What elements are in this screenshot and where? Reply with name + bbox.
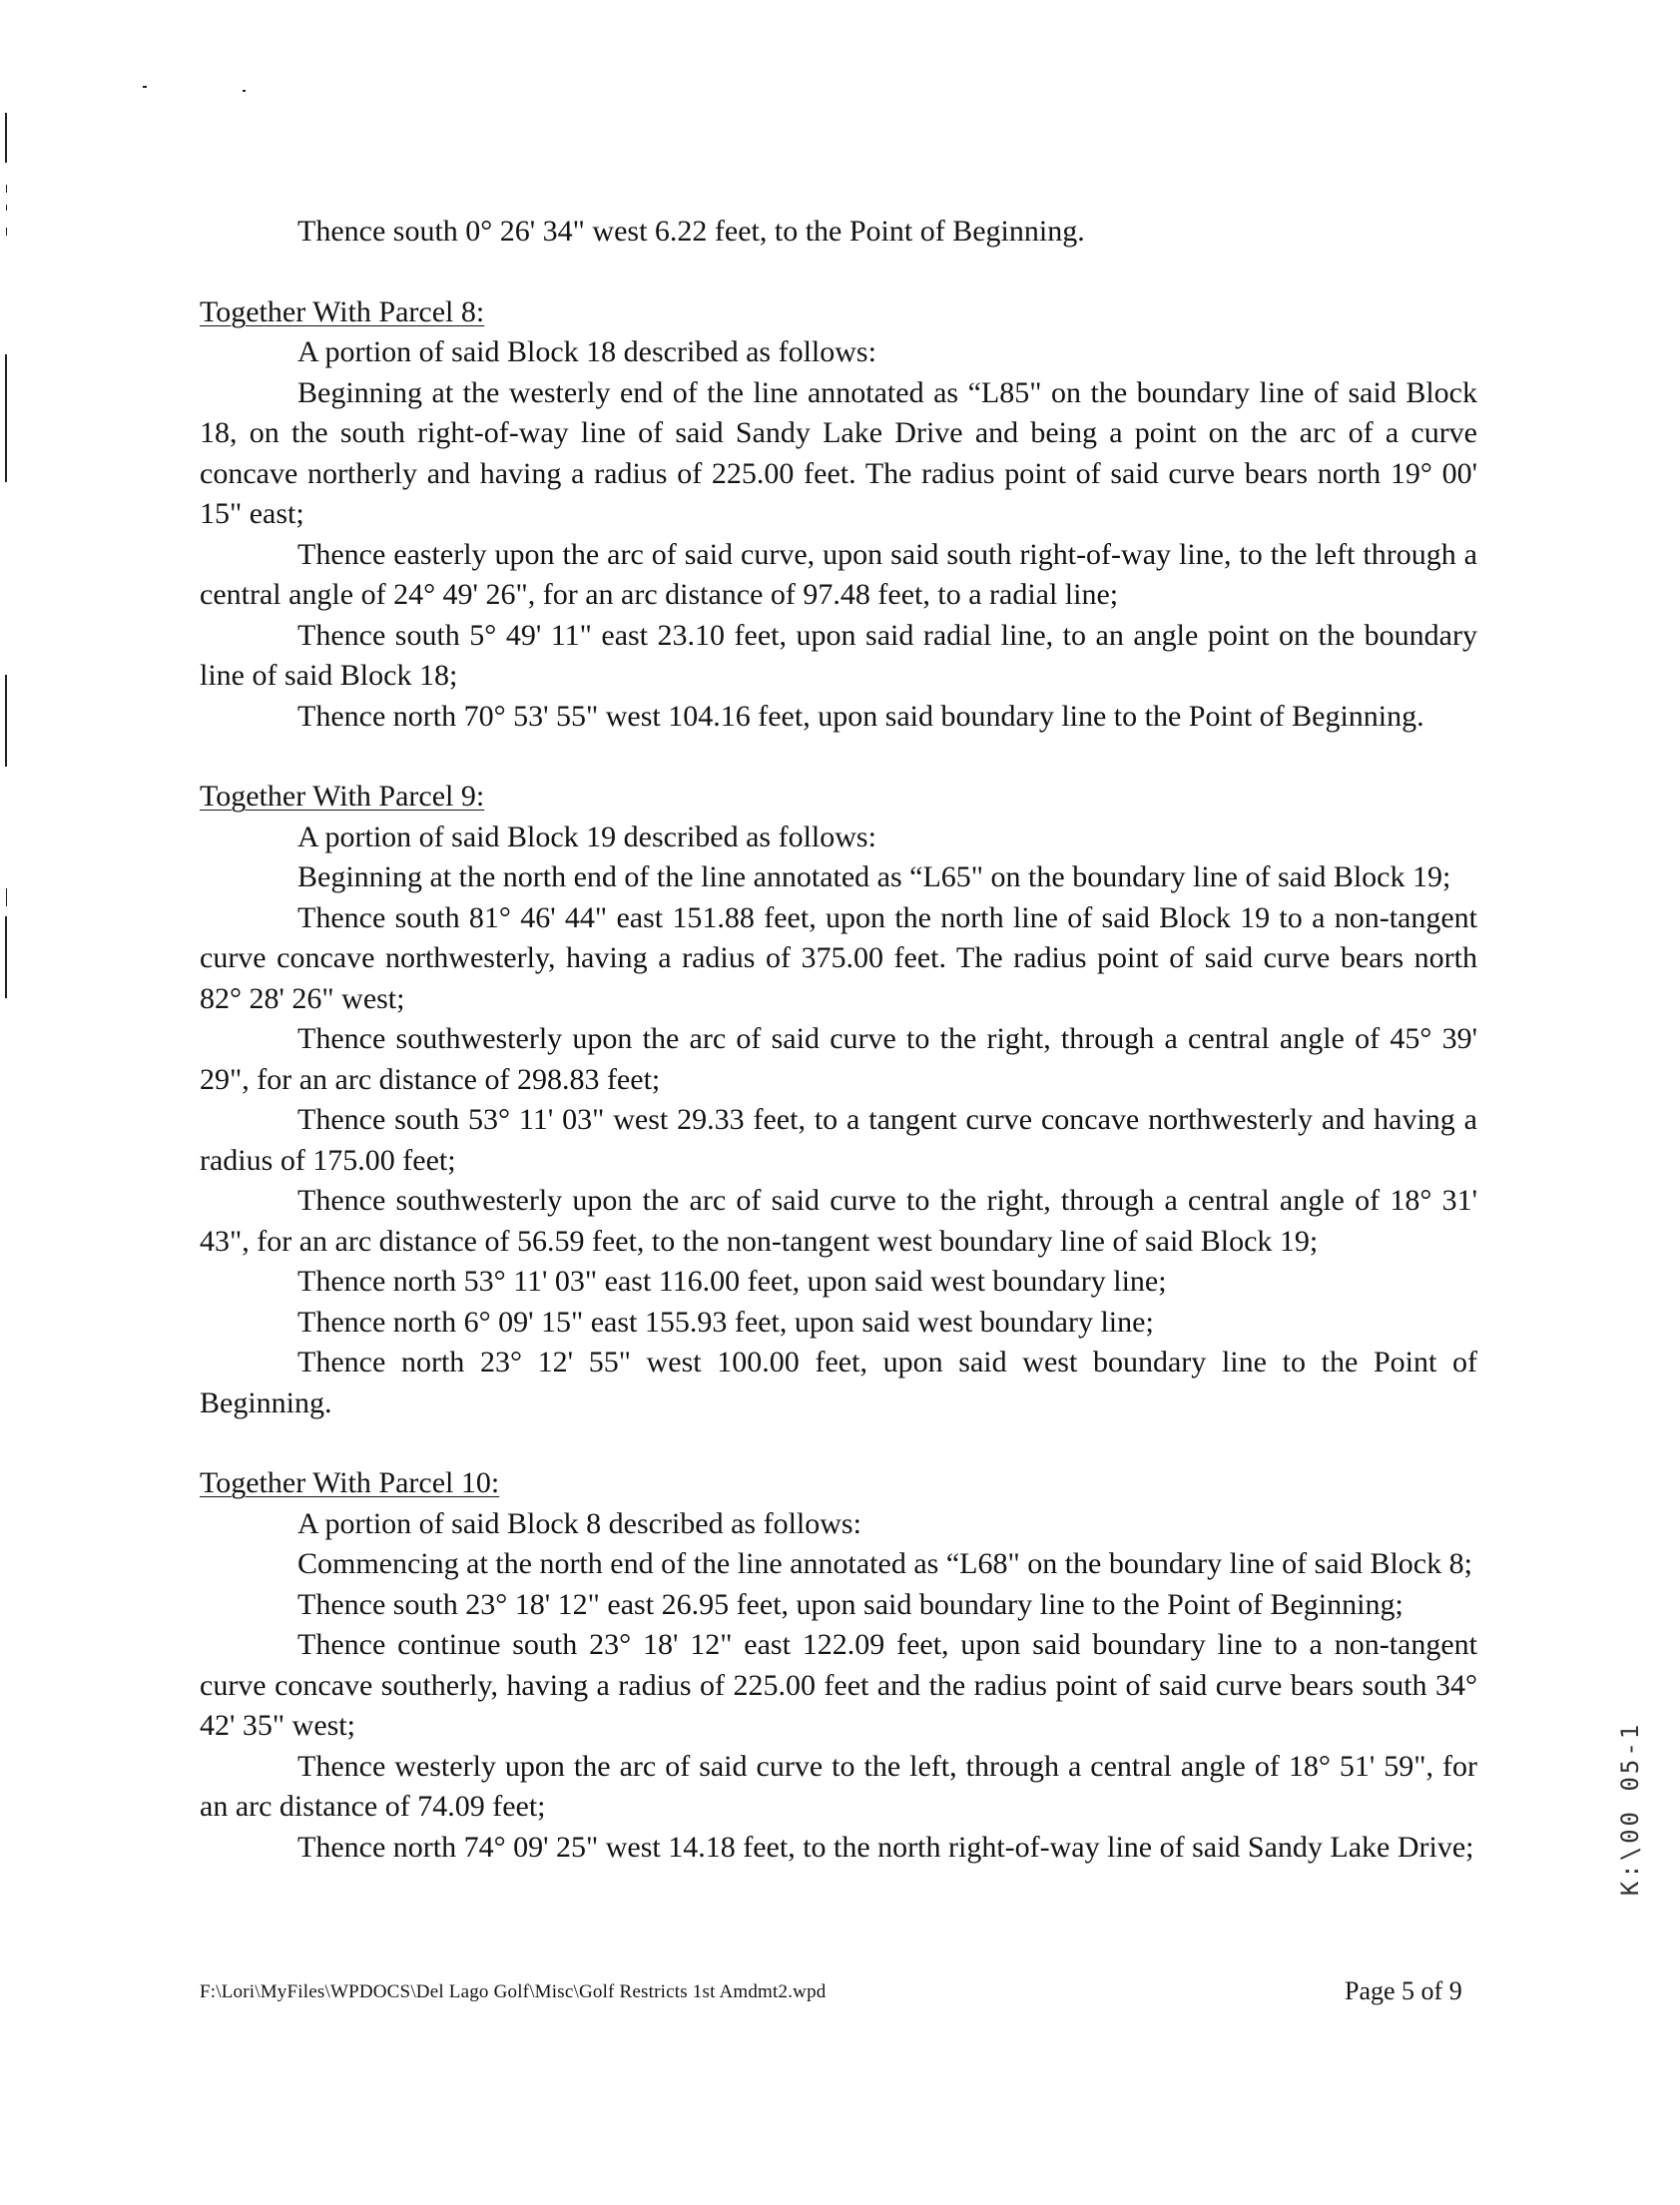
margin-recording-stamp — [1615, 1589, 1645, 2028]
spacer — [200, 737, 1477, 777]
section-heading — [200, 1463, 1477, 1504]
paragraph: Thence south 53° 11' 03" west 29.33 feet, to a tangent curve concave northwesterly and having a radius of 175.00 feet; — [200, 1103, 1477, 1177]
footer-page-number: Page 5 of 9 — [1345, 1976, 1462, 2005]
paragraph: A portion of said Block 18 described as follows: — [297, 335, 876, 368]
paragraph: Thence south 5° 49' 11" east 23.10 feet, upon said radial line, to an angle point on the boundary line of said Block 18; — [200, 618, 1477, 692]
parcel-10-heading: Together With Parcel 10: — [200, 1466, 500, 1499]
scan-margin-line — [6, 205, 7, 211]
scan-margin-line — [6, 185, 7, 193]
paragraph: Thence north 74° 09' 25" west 14.18 feet, to the north right-of-way line of said Sandy Lake Drive; — [297, 1830, 1474, 1864]
document-body — [200, 212, 1477, 1868]
scan-mark — [143, 86, 147, 88]
paragraph: Commencing at the north end of the line annotated as “L68" on the boundary line of said Block 8; — [297, 1547, 1472, 1580]
section-heading — [200, 292, 1477, 333]
spacer — [200, 1423, 1477, 1463]
paragraph: Thence north 70° 53' 55" west 104.16 feet, upon said boundary line to the Point of Beginning. — [297, 699, 1424, 733]
paragraph: Thence north 23° 12' 55" west 100.00 feet, upon said west boundary line to the Point of Beginning. — [200, 1346, 1477, 1419]
paragraph: Beginning at the north end of the line annotated as “L65" on the boundary line of said Block 19; — [297, 860, 1451, 893]
paragraph: A portion of said Block 19 described as follows: — [297, 820, 876, 853]
paragraph: Thence southwesterly upon the arc of said curve to the right, through a central angle of 45° 39' 29", for an arc distance of 298.83 feet; — [200, 1022, 1477, 1096]
scan-margin-line — [5, 916, 7, 998]
scan-margin-line — [6, 888, 7, 906]
paragraph: Thence south 81° 46' 44" east 151.88 feet, upon the north line of said Block 19 to a non-tangent curve concave northwesterly, having a radius of 375.00 feet. The radius point of said curve bears north 82° 28' 26" west; — [200, 900, 1477, 1015]
paragraph: Thence continue south 23° 18' 12" east 122.09 feet, upon said boundary line to a non-tangent curve concave southerly, having a radius of 225.00 feet and the radius point of said curve bears south 34° 42' 35" west; — [200, 1628, 1477, 1742]
paragraph: Thence north 53° 11' 03" east 116.00 feet, upon said west boundary line; — [297, 1265, 1167, 1298]
paragraph: Thence westerly upon the arc of said curve to the left, through a central angle of 18° 51' 59", for an arc distance of 74.09 feet; — [200, 1749, 1477, 1823]
parcel-9-heading: Together With Parcel 9: — [200, 780, 485, 813]
scan-margin-line — [5, 675, 7, 767]
section-heading — [200, 777, 1477, 818]
paragraph: Thence south 0° 26' 34" west 6.22 feet, to the Point of Beginning. — [297, 215, 1085, 248]
scan-margin-line — [5, 354, 7, 482]
spacer — [200, 253, 1477, 292]
paragraph: Thence south 23° 18' 12" east 26.95 feet, upon said boundary line to the Point of Beginning; — [297, 1587, 1403, 1621]
paragraph: Thence north 6° 09' 15" east 155.93 feet, upon said west boundary line; — [297, 1305, 1154, 1339]
paragraph: Thence easterly upon the arc of said curve, upon said south right-of-way line, to the left through a central angle of 24° 49' 26", for an arc distance of 97.48 feet, to a radial line; — [200, 537, 1477, 611]
paragraph: Beginning at the westerly end of the line annotated as “L85" on the boundary line of said Block 18, on the south right-of-way line of said Sandy Lake Drive and being a point on the arc of a curve concave northerly and having a radius of 225.00 feet. The radius point of said curve bears north 19° 00' 15" east; — [200, 375, 1477, 530]
footer-file-path: F:\Lori\MyFiles\WPDOCS\Del Lago Golf\Misc\Golf Restricts 1st Amdmt2.wpd — [200, 1981, 827, 2002]
scan-margin-line — [6, 228, 7, 236]
paragraph: A portion of said Block 8 described as follows: — [297, 1506, 861, 1540]
paragraph: Thence southwesterly upon the arc of said curve to the right, through a central angle of 18° 31' 43", for an arc distance of 56.59 feet, to the non-tangent west boundary line of said Block 19; — [200, 1184, 1477, 1258]
scan-mark — [243, 90, 246, 92]
scan-margin-line — [5, 113, 7, 163]
parcel-8-heading: Together With Parcel 8: — [200, 294, 485, 328]
stamp-text: K:\00 05-1 — [1616, 1721, 1644, 1897]
